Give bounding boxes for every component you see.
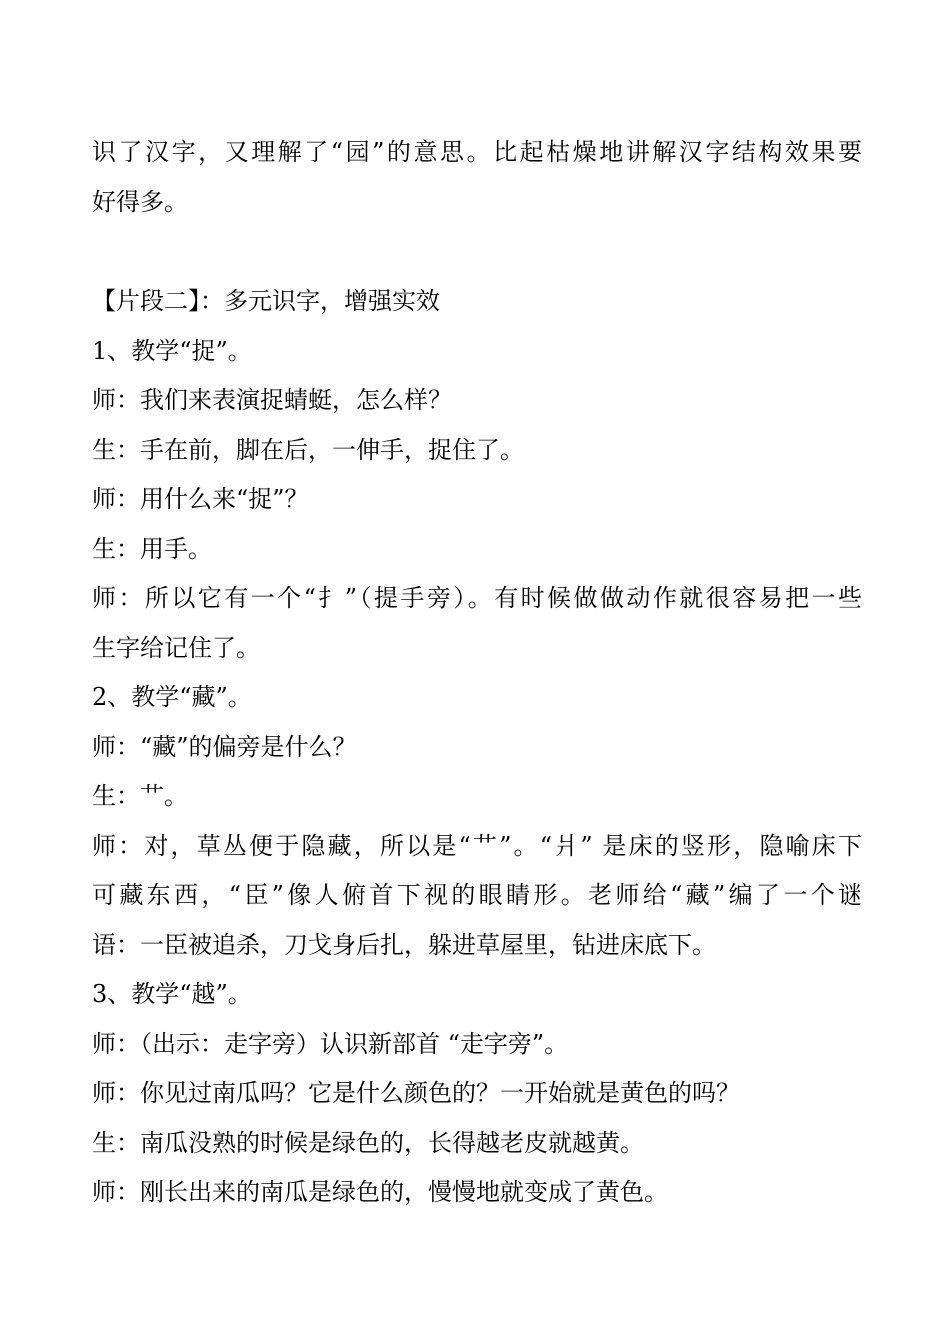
dialogue-line: 生：手在前，脚在后，一伸手，捉住了。 bbox=[92, 435, 524, 464]
dialogue-line: 师：你见过南瓜吗？它是什么颜色的？一开始就是黄色的吗？ bbox=[92, 1079, 740, 1107]
dialogue-line-continued: 可藏东西，“臣”像人俯首下视的眼睛形。老师给“藏”编了一个谜 bbox=[92, 881, 862, 909]
dialogue-line: 师：刚长出来的南瓜是绿色的，慢慢地就变成了黄色。 bbox=[92, 1178, 668, 1206]
dialogue-line: 师：对，草丛便于隐藏，所以是“艹”。“爿” 是床的竖形，隐喻床下 bbox=[92, 831, 862, 860]
section-title: 【片段二】：多元识字，增强实效 bbox=[92, 287, 440, 315]
intro-line-2: 好得多。 bbox=[92, 187, 188, 216]
dialogue-line-continued: 生字给记住了。 bbox=[92, 633, 260, 662]
paragraph-gap bbox=[92, 227, 862, 277]
dialogue-line: 师：用什么来“捉”？ bbox=[92, 485, 309, 513]
dialogue-line: 师：所以它有一个“扌”（提手旁）。有时候做做动作就很容易把一些 bbox=[92, 584, 862, 612]
intro-line-1: 识了汉字，又理解了“园”的意思。比起枯燥地讲解汉字结构效果要 bbox=[92, 138, 862, 166]
item-heading-2: 2、教学“藏”。 bbox=[92, 683, 252, 711]
dialogue-line: 师：我们来表演捉蜻蜓，怎么样？ bbox=[92, 386, 452, 414]
dialogue-line: 师：“藏”的偏旁是什么？ bbox=[92, 732, 357, 761]
item-heading-3: 3、教学“越”。 bbox=[92, 980, 252, 1008]
dialogue-line: 生：南瓜没熟的时候是绿色的，长得越老皮就越黄。 bbox=[92, 1128, 644, 1157]
document-page bbox=[92, 128, 862, 1218]
dialogue-line-continued: 语：一臣被追杀，刀戈身后扎，躲进草屋里，钻进床底下。 bbox=[92, 930, 716, 959]
item-heading-1: 1、教学“捉”。 bbox=[92, 336, 252, 365]
dialogue-line: 生：用手。 bbox=[92, 534, 212, 563]
dialogue-line: 生：艹。 bbox=[92, 782, 188, 810]
dialogue-line: 师：（出示：走字旁）认识新部首 “走字旁”。 bbox=[92, 1029, 569, 1058]
